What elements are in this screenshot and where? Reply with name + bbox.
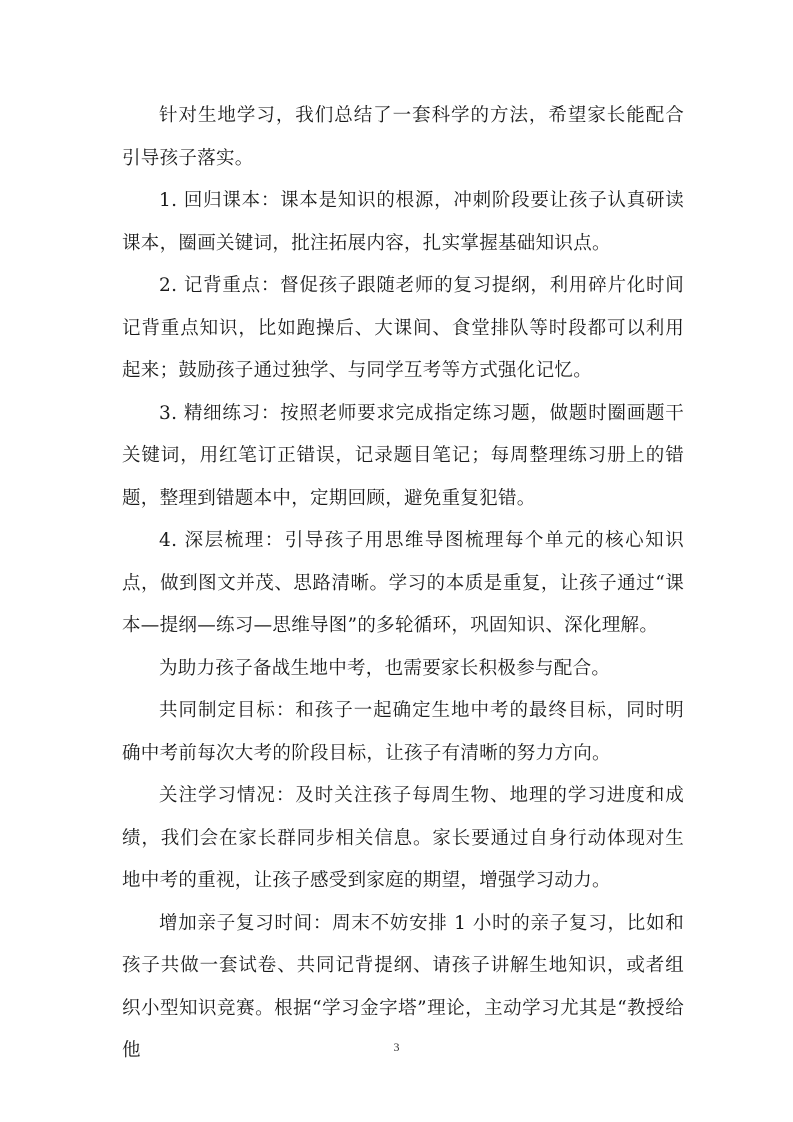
paragraph-parent-intro: 为助力孩子备战生地中考，也需要家长积极参与配合。 — [159, 657, 611, 679]
paragraph-step-1: 1. 回归课本：课本是知识的根源，冲刺阶段要让孩子认真研读课本，圈画关键词，批注拓展内容，扎实掌握基础知识点。 — [122, 190, 684, 254]
paragraph-step-3: 3. 精细练习：按照老师要求完成指定练习题，做题时圈画题干关键词，用红笔订正错误，记录题目笔记；每周整理练习册上的错题，整理到错题本中，定期回顾，避免重复犯错。 — [122, 402, 684, 509]
document-body — [122, 95, 684, 1073]
page-number: 3 — [393, 1040, 400, 1054]
paragraph-family-review: 增加亲子复习时间：周末不妨安排 1 小时的亲子复习，比如和孩子共做一套试卷、共同记背提纲、请孩子讲解生地知识，或者组织小型知识竞赛。根据“学习金字塔”理论，主动学习尤其是“教授给他 — [122, 912, 684, 1061]
paragraph-set-goals: 共同制定目标：和孩子一起确定生地中考的最终目标，同时明确中考前每次大考的阶段目标，让孩子有清晰的努力方向。 — [122, 700, 684, 764]
paragraph-monitor-progress: 关注学习情况：及时关注孩子每周生物、地理的学习进度和成绩，我们会在家长群同步相关信息。家长要通过自身行动体现对生地中考的重视，让孩子感受到家庭的期望，增强学习动力。 — [122, 785, 684, 891]
paragraph-intro: 针对生地学习，我们总结了一套科学的方法，希望家长能配合引导孩子落实。 — [122, 105, 684, 169]
paragraph-step-2: 2. 记背重点：督促孩子跟随老师的复习提纲，利用碎片化时间记背重点知识，比如跑操后、大课间、食堂排队等时段都可以利用起来；鼓励孩子通过独学、与同学互考等方式强化记忆。 — [122, 275, 684, 381]
paragraph-step-4: 4. 深层梳理：引导孩子用思维导图梳理每个单元的核心知识点，做到图文并茂、思路清晰。学习的本质是重复，让孩子通过“课本—提纲—练习—思维导图”的多轮循环，巩固知识、深化理解。 — [122, 530, 684, 636]
